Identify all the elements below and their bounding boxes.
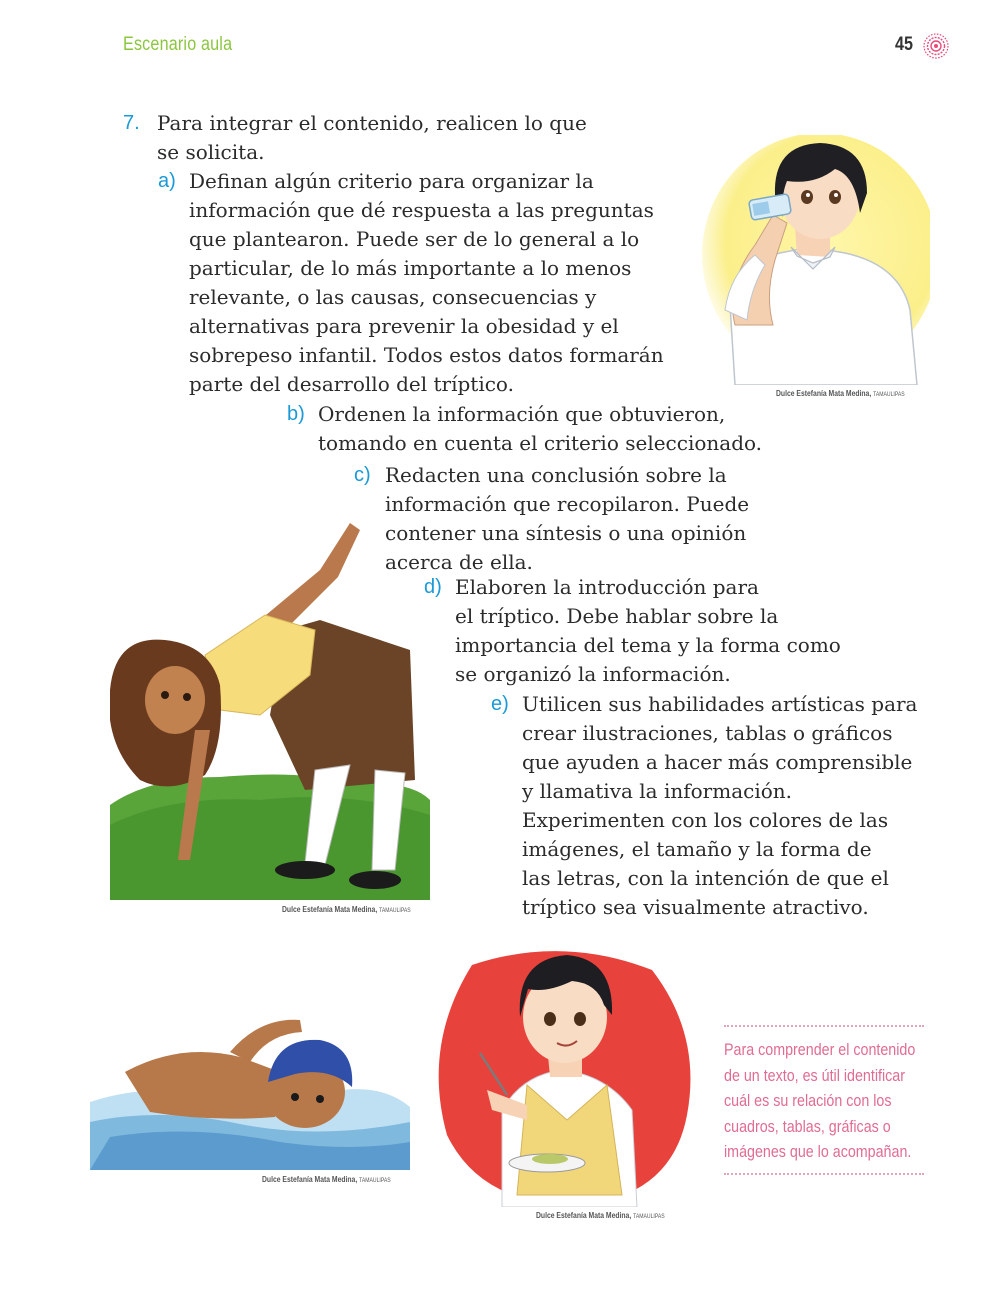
item-d-line: Elaboren la introducción para	[455, 575, 759, 599]
item-a-line: relevante, o las causas, consecuencias y	[189, 285, 597, 309]
item-d-line: importancia del tema y la forma como	[455, 633, 841, 657]
illustration-credit: Dulce Estefanía Mata Medina, TAMAULIPAS	[536, 1211, 665, 1220]
item-a-line: que plantearon. Puede ser de lo general a lo	[189, 227, 640, 251]
girl-stretching-illustration	[110, 515, 430, 900]
item-e-line: y llamativa la información.	[522, 779, 792, 803]
item-e-line: que ayuden a hacer más comprensible	[522, 750, 913, 774]
item-e-line: imágenes, el tamaño y la forma de	[522, 837, 872, 861]
boy-drinking-water-illustration	[695, 135, 930, 385]
swimmer-illustration	[90, 1012, 410, 1172]
item-a-line: particular, de lo más importante a lo menos	[189, 256, 632, 280]
activity-intro-line: se solicita.	[157, 140, 265, 164]
item-a-line: alternativas para prevenir la obesidad y el	[189, 314, 619, 338]
item-e-letter: e)	[491, 693, 509, 715]
item-e-line: las letras, con la intención de que el	[522, 866, 889, 890]
tip-line: cuál es su relación con los	[724, 1091, 892, 1110]
item-a-letter: a)	[158, 170, 176, 192]
illustration-credit: Dulce Estefanía Mata Medina, TAMAULIPAS	[776, 389, 905, 398]
rosette-icon	[922, 32, 950, 60]
item-a-line: información que dé respuesta a las preguntas	[189, 198, 654, 222]
item-c-line: contener una síntesis o una opinión	[385, 521, 747, 545]
item-e-line: Utilicen sus habilidades artísticas para	[522, 692, 918, 716]
item-d-letter: d)	[424, 576, 442, 598]
item-d-line: el tríptico. Debe hablar sobre la	[455, 604, 779, 628]
tip-line: imágenes que lo acompañan.	[724, 1142, 912, 1161]
activity-number: 7.	[123, 112, 140, 134]
boy-eating-illustration	[432, 945, 697, 1207]
item-c-letter: c)	[354, 464, 371, 486]
tip-line: Para comprender el contenido	[724, 1040, 916, 1059]
reading-tip-box	[724, 1025, 924, 1175]
item-e-line: tríptico sea visualmente atractivo.	[522, 895, 869, 919]
item-a-line: Definan algún criterio para organizar la	[189, 169, 594, 193]
item-b-letter: b)	[287, 403, 305, 425]
item-b-line: tomando en cuenta el criterio seleccionado.	[318, 431, 763, 455]
tip-line: de un texto, es útil identificar	[724, 1065, 905, 1085]
activity-intro-line: Para integrar el contenido, realicen lo que	[157, 111, 587, 135]
tip-line: cuadros, tablas, gráficas o	[724, 1116, 891, 1136]
item-c-line: acerca de ella.	[385, 550, 533, 574]
item-c-line: información que recopilaron. Puede	[385, 492, 750, 516]
item-a-line: sobrepeso infantil. Todos estos datos formarán	[189, 343, 664, 367]
illustration-credit: Dulce Estefanía Mata Medina, TAMAULIPAS	[282, 905, 411, 914]
section-title: Escenario aula	[123, 34, 233, 55]
item-b-line: Ordenen la información que obtuvieron,	[318, 402, 726, 426]
item-e-line: Experimenten con los colores de las	[522, 808, 889, 832]
illustration-credit: Dulce Estefanía Mata Medina, TAMAULIPAS	[262, 1175, 391, 1184]
item-e-line: crear ilustraciones, tablas o gráficos	[522, 721, 893, 745]
item-c-line: Redacten una conclusión sobre la	[385, 463, 727, 487]
item-a-line: parte del desarrollo del tríptico.	[189, 372, 514, 396]
page-number: 45	[895, 34, 913, 55]
item-d-line: se organizó la información.	[455, 662, 731, 686]
